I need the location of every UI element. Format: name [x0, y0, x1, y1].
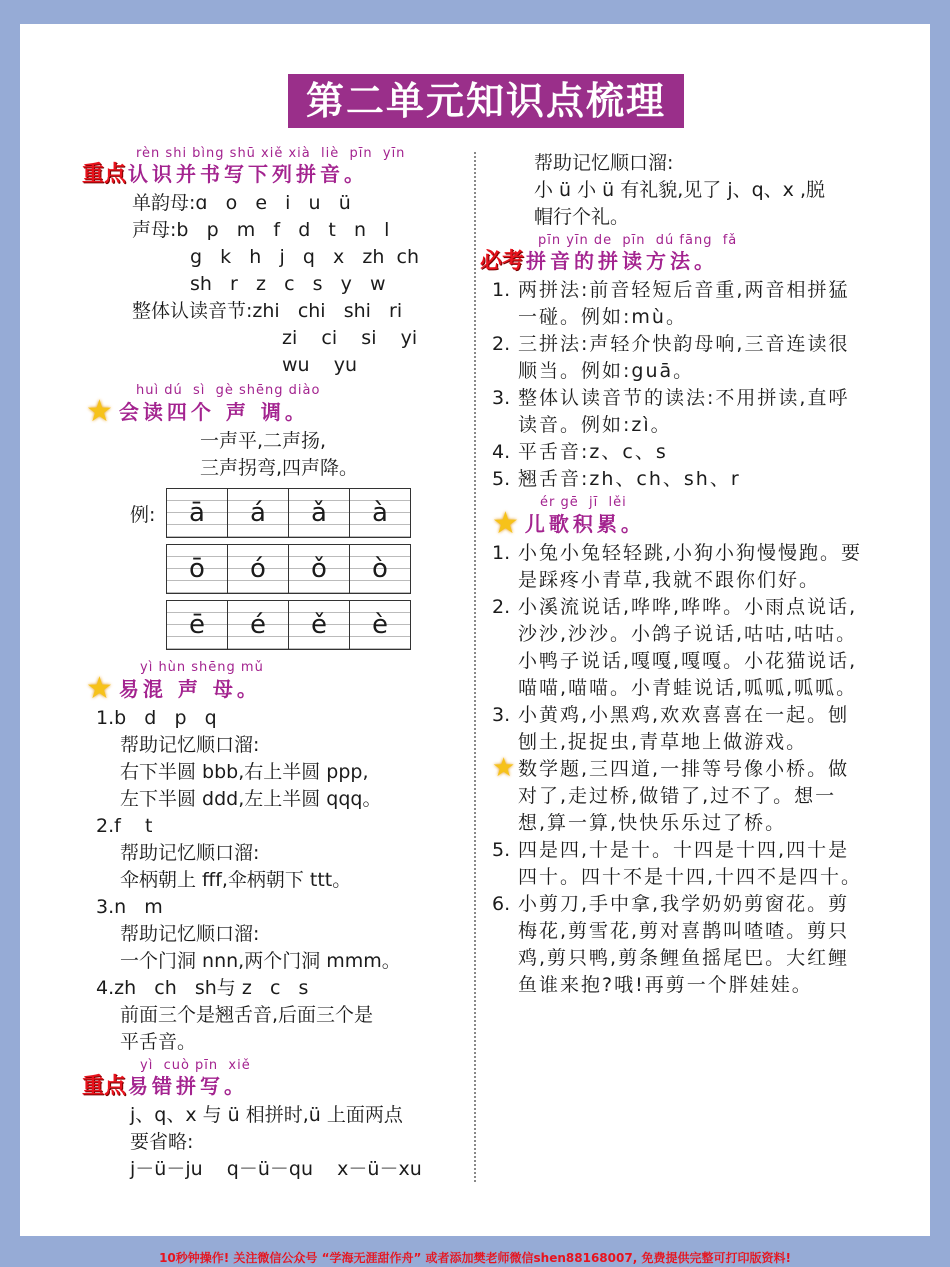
section-title: 易混 声 母。	[118, 676, 261, 701]
section-heading	[480, 248, 864, 275]
text-line: 帽行个礼。	[534, 206, 630, 228]
text-line: sh r z c s y w	[190, 273, 386, 295]
tone-cell: á	[227, 488, 288, 538]
section-title: 易错拼写。	[128, 1074, 249, 1098]
tone-cell: ǎ	[288, 488, 349, 538]
list-item	[492, 385, 864, 439]
section-pinyin: ér gē jī lěi	[540, 495, 627, 510]
list-item	[492, 837, 864, 891]
text-line: 帮助记忆顺口溜:	[120, 734, 260, 756]
section-heading	[82, 1073, 467, 1100]
section-pinyin: rèn shi bìng shū xiě xià liè pīn yīn	[136, 146, 406, 161]
star-icon: ★	[492, 753, 516, 783]
example-label: 例:	[130, 504, 156, 526]
list-item	[492, 753, 864, 837]
text-line: 2.f t	[96, 815, 153, 837]
text-line: 帮助记忆顺口溜:	[534, 152, 674, 174]
item-number: 1.	[492, 279, 511, 301]
item-number: 2.	[492, 596, 511, 618]
tone-row-o	[166, 544, 411, 594]
section-title: 儿歌积累。	[524, 511, 645, 536]
list-item	[492, 466, 864, 493]
section-pinyin: yì hùn shēng mǔ	[140, 660, 264, 675]
list-item	[492, 277, 864, 331]
tone-cell: à	[349, 488, 411, 538]
section-heading	[82, 671, 467, 706]
tone-cell: ā	[166, 488, 227, 538]
list-item	[492, 891, 864, 999]
text-line: 伞柄朝上 fff,伞柄朝下 ttt。	[120, 869, 352, 891]
section-heading	[492, 506, 864, 541]
text-line: 左下半圆 ddd,左上半圆 qqq。	[120, 788, 382, 810]
list-item	[492, 594, 864, 702]
text-line: 前面三个是翘舌音,后面三个是	[120, 1004, 374, 1026]
text-line: zi ci si yi	[282, 327, 418, 349]
item-number: 2.	[492, 333, 511, 355]
item-number: 4.	[492, 441, 511, 463]
star-icon: ★	[86, 394, 117, 429]
section-heading	[82, 161, 467, 188]
item-text: 两拼法:前音轻短后音重,两音相拼猛一碰。例如:mù。	[518, 279, 850, 328]
tone-cell: ó	[227, 544, 288, 594]
item-number: 1.	[492, 542, 511, 564]
item-text: 整体认读音节的读法:不用拼读,直呼读音。例如:zì。	[518, 387, 850, 436]
text-line: 帮助记忆顺口溜:	[120, 842, 260, 864]
left-column	[82, 146, 467, 1183]
tone-cell: ě	[288, 600, 349, 650]
tone-examples	[82, 488, 467, 660]
text-line: 3.n m	[96, 896, 163, 918]
footer-note: 10秒钟操作! 关注微信公众号 “学海无涯甜作舟” 或者添加樊老师微信shen88168007, 免费提供完整可打印版资料!	[159, 1251, 791, 1265]
tone-cell: ō	[166, 544, 227, 594]
item-text: 小兔小兔轻轻跳,小狗小狗慢慢跑。要是踩疼小青草,我就不跟你们好。	[518, 542, 863, 591]
must-test-badge: 必考	[480, 249, 525, 274]
item-number: 3.	[492, 387, 511, 409]
key-point-badge: 重点	[82, 1074, 127, 1099]
tone-row-a	[166, 488, 411, 538]
item-number: 5.	[492, 468, 511, 490]
item-number: 6.	[492, 893, 511, 915]
section-title: 会读四个 声 调。	[118, 399, 309, 424]
tone-cell: ò	[349, 544, 411, 594]
text-line: j－ü－ju q－ü－qu x－ü－xu	[130, 1158, 422, 1180]
tone-cell: é	[227, 600, 288, 650]
text-line: wu yu	[282, 354, 358, 376]
list-item	[492, 540, 864, 594]
item-text: 小剪刀,手中拿,我学奶奶剪窗花。剪梅花,剪雪花,剪对喜鹊叫喳喳。剪只鸡,剪只鸭,剪条鲤鱼摇尾巴。大红鲤鱼谁来抱?哦!再剪一个胖娃娃。	[518, 893, 850, 996]
text-line: 三声拐弯,四声降。	[200, 457, 359, 479]
item-text: 平舌音:z、c、s	[518, 441, 668, 463]
text-line: 单韵母:ɑ o e i u ü	[132, 192, 351, 214]
item-text: 小溪流说话,哗哗,哗哗。小雨点说话,沙沙,沙沙。小鸽子说话,咕咕,咕咕。小鸭子说话,嘎嘎,嘎嘎。小花猫说话,喵喵,喵喵。小青蛙说话,呱呱,呱呱。	[518, 596, 858, 699]
item-text: 数学题,三四道,一排等号像小桥。做对了,走过桥,做错了,过不了。想一想,算一算,快快乐乐过了桥。	[518, 758, 850, 834]
item-text: 小黄鸡,小黑鸡,欢欢喜喜在一起。刨刨土,捉捉虫,青草地上做游戏。	[518, 704, 850, 753]
text-line: 一个门洞 nnn,两个门洞 mmm。	[120, 950, 401, 972]
text-line: 右下半圆 bbb,右上半圆 ppp,	[120, 761, 369, 783]
text-line: 帮助记忆顺口溜:	[120, 923, 260, 945]
section-pinyin: huì dú sì gè shēng diào	[136, 383, 321, 398]
key-point-badge: 重点	[82, 162, 127, 187]
list-item	[492, 331, 864, 385]
section-pinyin: pīn yīn de pīn dú fāng fǎ	[538, 233, 738, 248]
tone-cell: ē	[166, 600, 227, 650]
text-line: 4.zh ch sh与 z c s	[96, 977, 309, 999]
text-line: j、q、x 与 ü 相拼时,ü 上面两点	[130, 1104, 403, 1126]
text-line: 整体认读音节:zhi chi shi ri	[132, 300, 403, 322]
text-line: 一声平,二声扬,	[200, 430, 327, 452]
section-title: 认识并书写下列拼音。	[128, 162, 369, 186]
list-item	[492, 439, 864, 466]
star-icon: ★	[492, 506, 523, 541]
item-text: 三拼法:声轻介快韵母响,三音连读很顺当。例如:guā。	[518, 333, 850, 382]
text-line: 平舌音。	[120, 1031, 197, 1053]
star-icon: ★	[86, 671, 117, 706]
text-line: 声母:b p m f d t n l	[132, 219, 390, 241]
item-text: 四是四,十是十。十四是十四,四十是四十。四十不是十四,十四不是四十。	[518, 839, 863, 888]
text-line: 要省略:	[130, 1131, 194, 1153]
item-text: 翘舌音:zh、ch、sh、r	[518, 468, 741, 490]
section-pinyin: yì cuò pīn xiě	[140, 1058, 251, 1073]
text-line: 小 ü 小 ü 有礼貌,见了 j、q、x ,脱	[534, 179, 825, 201]
column-divider	[474, 152, 476, 1182]
item-number: 3.	[492, 704, 511, 726]
tone-row-e	[166, 600, 411, 650]
list-item	[492, 702, 864, 756]
section-title: 拼音的拼读方法。	[526, 249, 719, 273]
section-heading	[82, 394, 467, 429]
text-line: 1.b d p q	[96, 707, 217, 729]
text-line: g k h j q x zh ch	[190, 246, 419, 268]
page-title: 第二单元知识点梳理	[288, 74, 684, 128]
right-column	[480, 150, 864, 999]
item-number: 5.	[492, 839, 511, 861]
tone-cell: ǒ	[288, 544, 349, 594]
tone-cell: è	[349, 600, 411, 650]
